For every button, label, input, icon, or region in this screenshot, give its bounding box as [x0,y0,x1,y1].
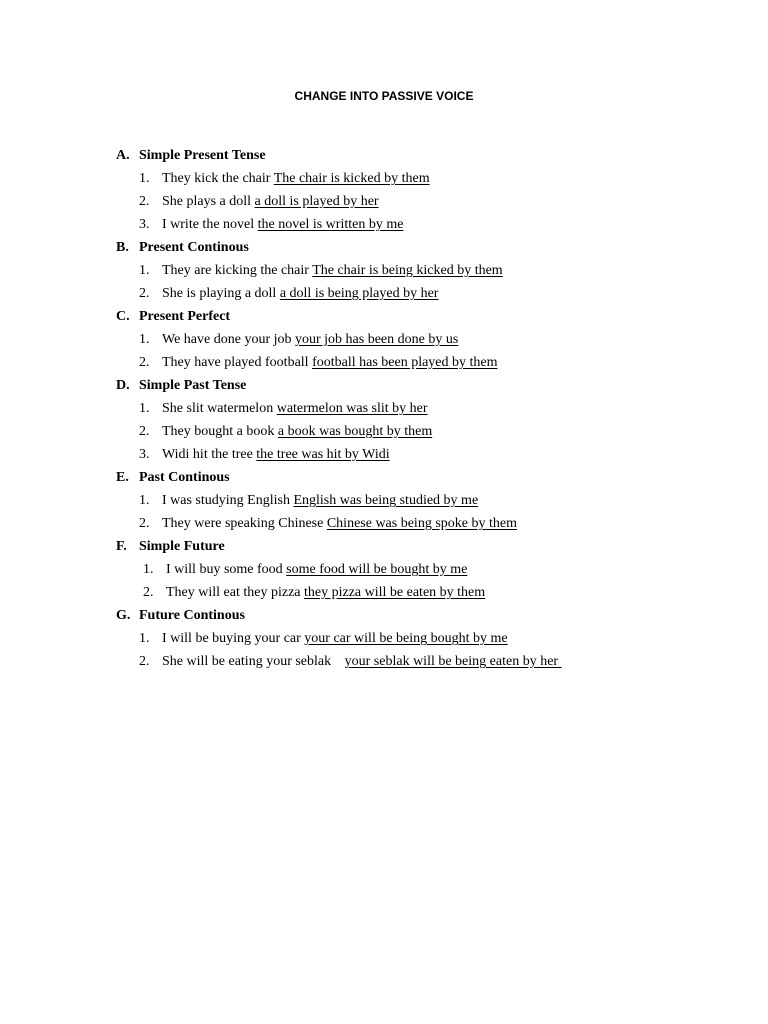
section-heading: Simple Present Tense [139,148,266,163]
item-number: 3. [139,447,150,462]
list-item [116,328,736,351]
passive-answer: Chinese was being spoke by them [326,516,517,531]
item-text [162,443,390,466]
active-sentence: I write the novel [162,217,255,232]
active-sentence: They were speaking Chinese [162,516,324,531]
passive-answer: your car will be being bought by me [304,631,508,646]
item-number: 1. [139,263,150,278]
passive-answer: the tree was hit by Widi [256,447,390,462]
item-number: 1. [139,401,150,416]
passive-answer: The chair is being kicked by them [312,263,503,278]
item-text [162,282,438,305]
item-text [162,397,428,420]
item-number: 1. [143,562,154,577]
section-marker: B. [116,240,129,255]
section-heading: Simple Past Tense [139,378,247,393]
item-text [162,420,432,443]
section-heading: Present Perfect [139,309,231,324]
list-item [116,650,736,673]
section-present-perfect [116,305,736,328]
active-sentence: I will be buying your car [162,631,301,646]
item-text [166,558,467,581]
passive-answer: they pizza will be eaten by them [304,585,486,600]
item-text [162,351,498,374]
list-item [116,558,736,581]
list-item [116,581,736,604]
section-past-continous [116,466,736,489]
active-sentence: They bought a book [162,424,275,439]
item-text [162,213,403,236]
active-sentence: She will be eating your seblak [162,654,332,669]
passive-answer: a doll is played by her [254,194,379,209]
list-item [116,420,736,443]
list-item [116,282,736,305]
active-sentence: Widi hit the tree [162,447,253,462]
section-heading: Simple Future [139,539,225,554]
list-item [116,259,736,282]
list-item [116,190,736,213]
section-marker: D. [116,378,130,393]
item-number: 2. [139,194,150,209]
list-item [116,351,736,374]
passive-answer: English was being studied by me [293,493,479,508]
item-number: 1. [139,493,150,508]
item-text [162,259,503,282]
section-marker: F. [116,539,127,554]
section-heading: Past Continous [139,470,230,485]
list-item [116,443,736,466]
section-present-continous [116,236,736,259]
item-number: 1. [139,631,150,646]
item-number: 2. [139,286,150,301]
list-item [116,213,736,236]
section-marker: A. [116,148,130,163]
passive-answer: your seblak will be being eaten by her [344,654,562,669]
item-number: 1. [139,332,150,347]
passive-answer: some food will be bought by me [286,562,468,577]
item-text [162,190,379,213]
passive-answer: The chair is kicked by them [273,171,430,186]
section-marker: E. [116,470,129,485]
passive-answer: football has been played by them [312,355,498,370]
section-heading: Present Continous [139,240,249,255]
item-text [162,627,508,650]
section-simple-past [116,374,736,397]
page-title: CHANGE INTO PASSIVE VOICE [294,89,474,103]
active-sentence: They are kicking the chair [162,263,309,278]
active-sentence: They kick the chair [162,171,271,186]
item-number: 2. [139,516,150,531]
item-text [162,489,478,512]
active-sentence: I was studying English [162,493,290,508]
section-marker: C. [116,309,130,324]
item-text [162,167,430,190]
item-number: 2. [139,424,150,439]
section-simple-future [116,535,736,558]
item-number: 2. [139,355,150,370]
active-sentence: They will eat they pizza [166,585,301,600]
passive-answer: the novel is written by me [257,217,404,232]
passive-answer: a doll is being played by her [279,286,439,301]
passive-answer: a book was bought by them [277,424,433,439]
item-text [162,328,458,351]
active-sentence: They have played football [162,355,309,370]
section-future-continous [116,604,736,627]
active-sentence: She plays a doll [162,194,252,209]
section-marker: G. [116,608,131,623]
item-number: 1. [139,171,150,186]
passive-answer: watermelon was slit by her [276,401,428,416]
item-number: 2. [139,654,150,669]
active-sentence: She slit watermelon [162,401,274,416]
active-sentence: We have done your job [162,332,292,347]
active-sentence: I will buy some food [166,562,283,577]
exercise-list [116,144,736,673]
section-heading: Future Continous [139,608,245,623]
list-item [116,627,736,650]
item-text [162,512,517,535]
list-item [116,397,736,420]
section-simple-present [116,144,736,167]
item-number: 2. [143,585,154,600]
passive-answer: your job has been done by us [295,332,459,347]
active-sentence: She is playing a doll [162,286,277,301]
item-number: 3. [139,217,150,232]
list-item [116,489,736,512]
list-item [116,167,736,190]
list-item [116,512,736,535]
item-text [162,650,562,673]
item-text [166,581,485,604]
